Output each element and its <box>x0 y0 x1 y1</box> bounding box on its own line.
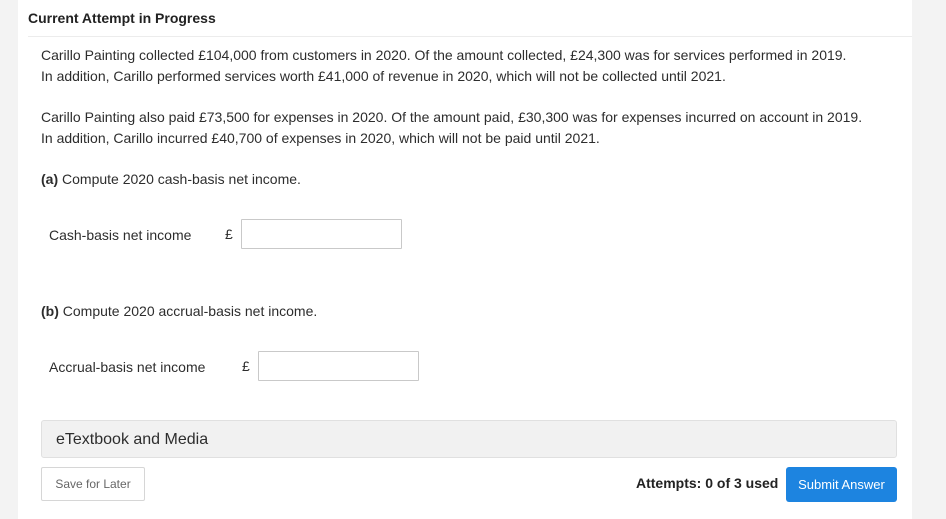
currency-symbol: £ <box>242 358 250 374</box>
accrual-basis-label: Accrual-basis net income <box>49 359 206 375</box>
attempts-counter: Attempts: 0 of 3 used <box>636 475 779 491</box>
part-b-label: (b) <box>41 303 59 319</box>
etextbook-media-bar[interactable] <box>41 420 897 458</box>
problem-text-line: Carillo Painting also paid £73,500 for expenses in 2020. Of the amount paid, £30,300 was for expenses incurred on account in 2019. <box>41 109 863 125</box>
question-panel <box>18 0 912 519</box>
problem-text-line: In addition, Carillo performed services worth £41,000 of revenue in 2020, which will not be collected until 2021. <box>41 68 726 84</box>
part-a-question <box>41 169 901 190</box>
part-b-question <box>41 301 901 322</box>
problem-paragraph-1 <box>41 45 901 87</box>
part-b-question-text: Compute 2020 accrual-basis net income. <box>58 303 318 319</box>
etextbook-media-label: eTextbook and Media <box>56 431 209 448</box>
cash-basis-input[interactable] <box>241 219 402 249</box>
header-divider <box>28 36 912 37</box>
part-a-question-text: Compute 2020 cash-basis net income. <box>58 171 301 187</box>
problem-text-line: Carillo Painting collected £104,000 from customers in 2020. Of the amount collected, £24,300 was for services performed in 2019. <box>41 47 847 63</box>
save-for-later-button[interactable]: Save for Later <box>41 467 145 501</box>
page-title: Current Attempt in Progress <box>28 10 216 26</box>
problem-paragraph-2 <box>41 107 901 149</box>
part-a-label: (a) <box>41 171 59 187</box>
submit-answer-button[interactable]: Submit Answer <box>786 467 897 502</box>
currency-symbol: £ <box>225 226 233 242</box>
cash-basis-label: Cash-basis net income <box>49 227 192 243</box>
accrual-basis-input[interactable] <box>258 351 419 381</box>
problem-text-line: In addition, Carillo incurred £40,700 of expenses in 2020, which will not be paid until 2021. <box>41 130 600 146</box>
